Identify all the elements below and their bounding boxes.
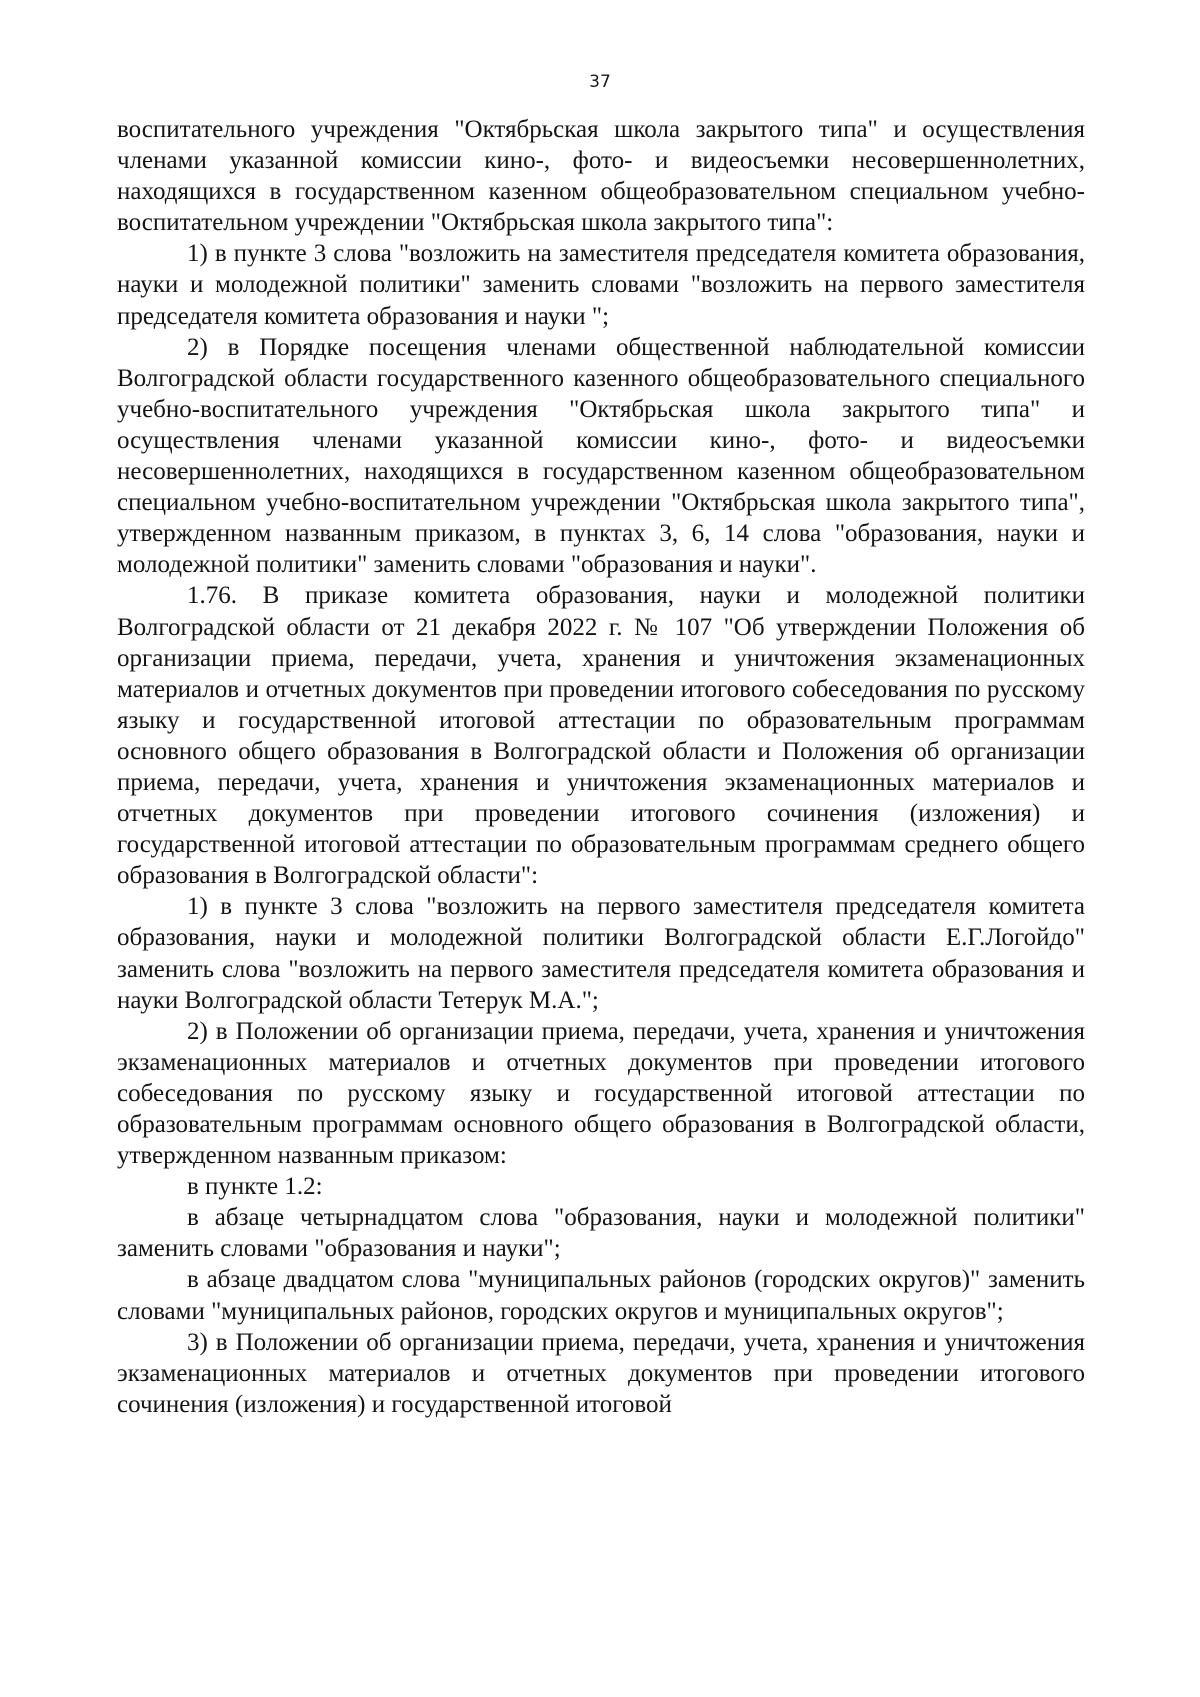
paragraph-abzac-20: в абзаце двадцатом слова "муниципальных районов (городских округов)" заменить словами "муниципальных районов, городских округов и муниципальных округов"; [117,1266,1085,1325]
page-number: 37 [589,72,611,92]
paragraph-continuation: воспитательного учреждения "Октябрьская школа закрытого типа" и осуществления членами указанной комиссии кино-, фото- и видеосъемки несовершеннолетних, находящихся в государственном казенном общеобразовательном специальном учебно-воспитательном учреждении "Октябрьская школа закрытого типа": [117,116,1085,237]
paragraph-1-76-item-3: 3) в Положении об организации приема, передачи, учета, хранения и уничтожения экзаменационных материалов и отчетных документов при проведении итогового сочинения (изложения) и государственной итоговой [117,1328,1085,1418]
paragraph-abzac-14: в абзаце четырнадцатом слова "образования, науки и молодежной политики" заменить словами "образования и науки"; [117,1204,1085,1263]
paragraph-1-76-item-2: 2) в Положении об организации приема, передачи, учета, хранения и уничтожения экзаменационных материалов и отчетных документов при проведении итогового собеседования по русскому языку и государственной итоговой аттестации по образовательным программам основного общего образования в Волгоградской области, утвержденном названным приказом: [117,1017,1085,1170]
paragraph-item-2: 2) в Порядке посещения членами общественной наблюдательной комиссии Волгоградской области государственного казенного общеобразовательного специального учебно-воспитательного учреждения "Октябрьская школа закрытого типа" и осуществления членами указанной комиссии кино-, фото- и видеосъемки несовершеннолетних, находящихся в государственном казенном общеобразовательном специальном учебно-воспитательном учреждении "Октябрьская школа закрытого типа", утвержденном названным приказом, в пунктах 3, 6, 14 слова "образования, науки и молодежной политики" заменить словами "образования и науки". [117,333,1085,579]
paragraph-item-1: 1) в пункте 3 слова "возложить на заместителя председателя комитета образования, науки и молодежной политики" заменить словами "возложить на первого заместителя председателя комитета образования и науки "; [117,240,1085,330]
paragraph-section-1-76: 1.76. В приказе комитета образования, науки и молодежной политики Волгоградской области от 21 декабря 2022 г. № 107 "Об утверждении Положения об организации приема, передачи, учета, хранения и уничтожения экзаменационных материалов и отчетных документов при проведении итогового собеседования по русскому языку и государственной итоговой аттестации по образовательным программам основного общего образования в Волгоградской области и Положения об организации приема, передачи, учета, хранения и уничтожения экзаменационных материалов и отчетных документов при проведении итогового сочинения (изложения) и государственной итоговой аттестации по образовательным программам среднего общего образования в Волгоградской области": [117,582,1085,890]
document-body [117,114,1085,1420]
paragraph-point-1-2: в пункте 1.2: [187,1173,323,1201]
paragraph-1-76-item-1: 1) в пункте 3 слова "возложить на первого заместителя председателя комитета образования, науки и молодежной политики Волгоградской области Е.Г.Логойдо" заменить слова "возложить на первого заместителя председателя комитета образования и науки Волгоградской области Тетерук М.А."; [117,893,1085,1014]
